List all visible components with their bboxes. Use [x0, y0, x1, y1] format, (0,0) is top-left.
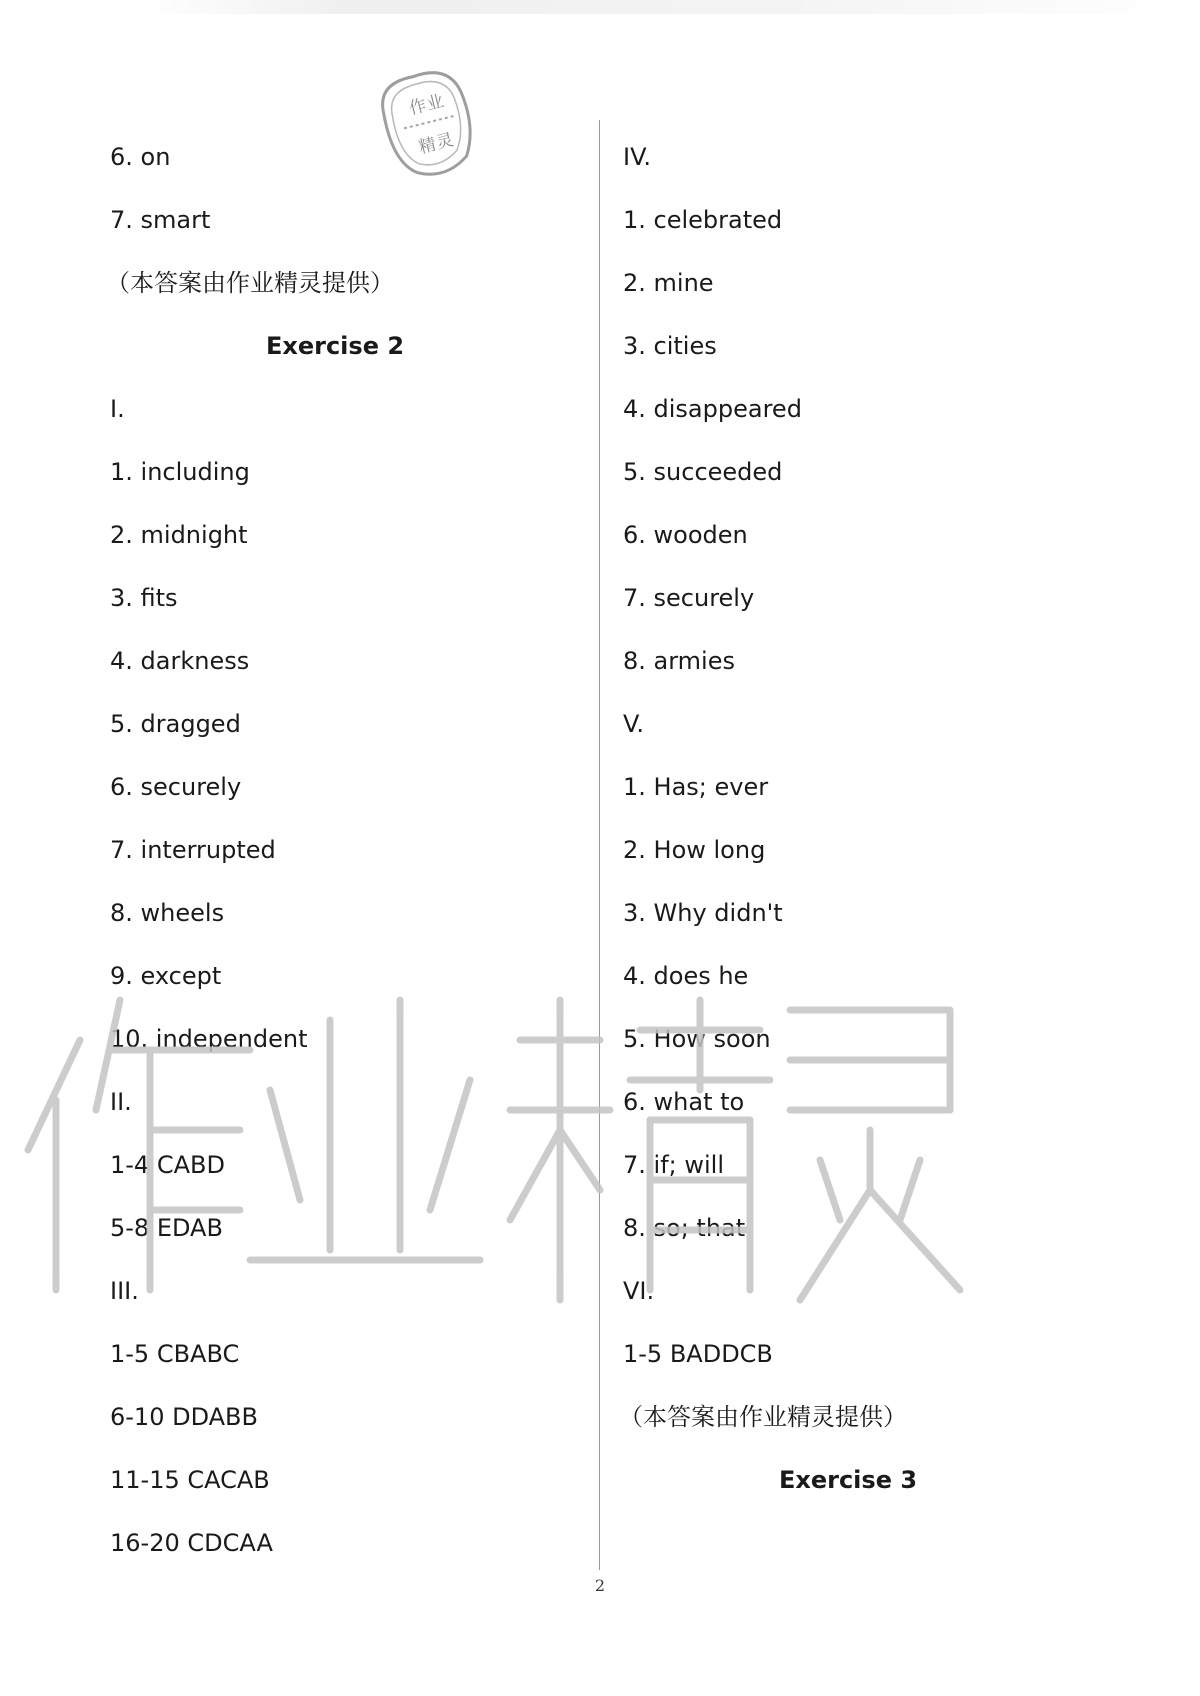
source-note: （本答案由作业精灵提供）: [619, 1403, 907, 1431]
answer-line: 5-8 EDAB: [110, 1214, 223, 1242]
answer-line: 6. wooden: [623, 521, 748, 549]
page-number: 2: [594, 1576, 606, 1595]
svg-text:业: 业: [424, 91, 447, 115]
answer-line: 8. wheels: [110, 899, 225, 927]
right-answer-column: [619, 126, 1073, 1512]
answer-line: 5. dragged: [110, 710, 241, 738]
answer-line: 6. what to: [623, 1088, 745, 1116]
answer-line: 4. darkness: [110, 647, 250, 675]
left-answer-column: [106, 126, 560, 1575]
answer-line: 8. armies: [623, 647, 735, 675]
answer-line: 3. Why didn't: [623, 899, 783, 927]
answer-line: 7. if; will: [623, 1151, 724, 1179]
answer-line: 1-5 CBABC: [110, 1340, 240, 1368]
answer-line: I.: [110, 395, 125, 423]
answer-line: 6-10 DDABB: [110, 1403, 258, 1431]
answer-line: 11-15 CACAB: [110, 1466, 270, 1494]
section-heading: Exercise 2: [265, 332, 405, 360]
answer-line: VI.: [623, 1277, 655, 1305]
answer-line: 1-5 BADDCB: [623, 1340, 773, 1368]
answer-line: 3. fits: [110, 584, 178, 612]
answer-line: 10. independent: [110, 1025, 308, 1053]
answer-line: 3. cities: [623, 332, 717, 360]
answer-line: 1-4 CABD: [110, 1151, 225, 1179]
svg-text:作: 作: [407, 95, 429, 120]
scan-artifact: [140, 0, 1190, 14]
source-note: （本答案由作业精灵提供）: [106, 269, 394, 297]
svg-text:精: 精: [416, 134, 439, 158]
answer-line: V.: [623, 710, 644, 738]
answer-line: 6. securely: [110, 773, 242, 801]
answer-line: II.: [110, 1088, 132, 1116]
answer-line: IV.: [623, 143, 652, 171]
answer-line: 4. does he: [623, 962, 749, 990]
answer-line: 1. Has; ever: [623, 773, 769, 801]
answer-line: 7. interrupted: [110, 836, 276, 864]
answer-line: 7. securely: [623, 584, 755, 612]
answer-line: 2. midnight: [110, 521, 248, 549]
answer-line: 2. mine: [623, 269, 714, 297]
column-divider: [599, 120, 600, 1570]
answer-line: III.: [110, 1277, 139, 1305]
answer-line: 2. How long: [623, 836, 766, 864]
answer-line: 7. smart: [110, 206, 211, 234]
svg-text:灵: 灵: [434, 130, 456, 154]
answer-line: 6. on: [110, 143, 171, 171]
answer-line: 1. celebrated: [623, 206, 783, 234]
section-heading: Exercise 3: [778, 1466, 918, 1494]
answer-line: 5. succeeded: [623, 458, 783, 486]
answer-line: 5. How soon: [623, 1025, 771, 1053]
answer-line: 1. including: [110, 458, 250, 486]
answer-line: 8. so; that: [623, 1214, 746, 1242]
answer-line: 4. disappeared: [623, 395, 802, 423]
answer-line: 9. except: [110, 962, 222, 990]
answer-line: 16-20 CDCAA: [110, 1529, 273, 1557]
